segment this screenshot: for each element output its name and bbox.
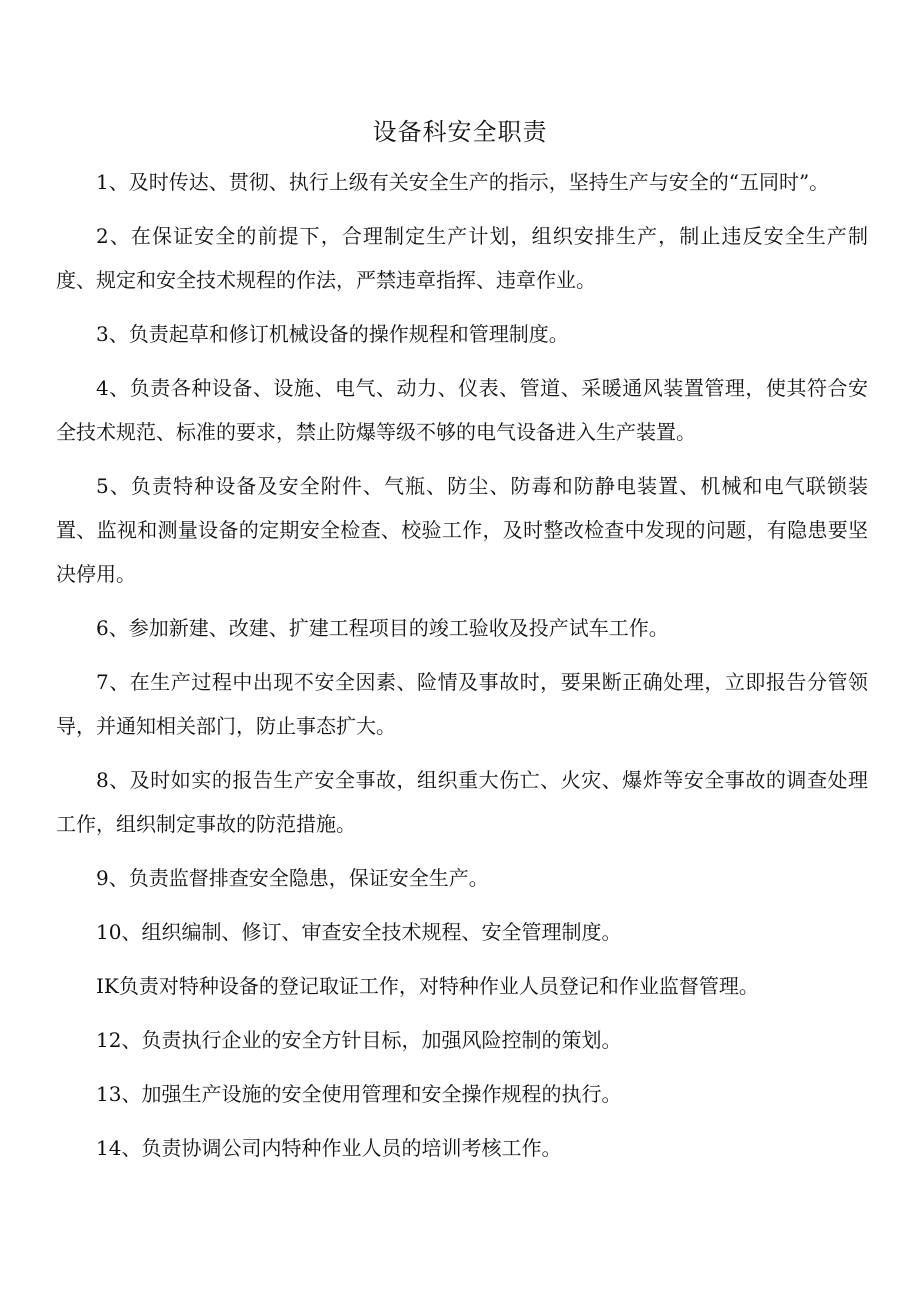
list-item: 2、在保证安全的前提下，合理制定生产计划，组织安排生产，制止违反安全生产制度、规定和安全技术规程的作法，严禁违章指挥、违章作业。 [56,224,868,292]
list-item: 5、负责特种设备及安全附件、气瓶、防尘、防毒和防静电装置、机械和电气联锁装置、监视和测量设备的定期安全检查、校验工作，及时整改检查中发现的问题，有隐患要坚决停用。 [56,474,868,586]
document-title: 设备科安全职责 [372,118,548,146]
list-item: 7、在生产过程中出现不安全因素、险情及事故时，要果断正确处理，立即报告分管领导，并通知相关部门，防止事态扩大。 [56,670,868,738]
list-item: 13、加强生产设施的安全使用管理和安全操作规程的执行。 [96,1082,622,1106]
list-item: 8、及时如实的报告生产安全事故，组织重大伤亡、火灾、爆炸等安全事故的调查处理工作，组织制定事故的防范措施。 [56,768,868,836]
list-item: IK负责对特种设备的登记取证工作，对特种作业人员登记和作业监督管理。 [96,974,759,998]
list-item: 1、及时传达、贯彻、执行上级有关安全生产的指示，坚持生产与安全的“五同时”。 [96,170,830,194]
list-item: 9、负责监督排查安全隐患，保证安全生产。 [96,866,489,890]
list-item: 3、负责起草和修订机械设备的操作规程和管理制度。 [96,322,569,346]
list-item: 12、负责执行企业的安全方针目标，加强风险控制的策划。 [96,1028,622,1052]
list-item: 4、负责各种设备、设施、电气、动力、仪表、管道、采暖通风装置管理，使其符合安全技术规范、标准的要求，禁止防爆等级不够的电气设备进入生产装置。 [56,376,868,444]
list-item: 14、负责协调公司内特种作业人员的培训考核工作。 [96,1136,562,1160]
responsibility-list [56,160,868,1180]
list-item: 10、组织编制、修订、审查安全技术规程、安全管理制度。 [96,920,622,944]
list-item: 6、参加新建、改建、扩建工程项目的竣工验收及投产试车工作。 [96,616,669,640]
